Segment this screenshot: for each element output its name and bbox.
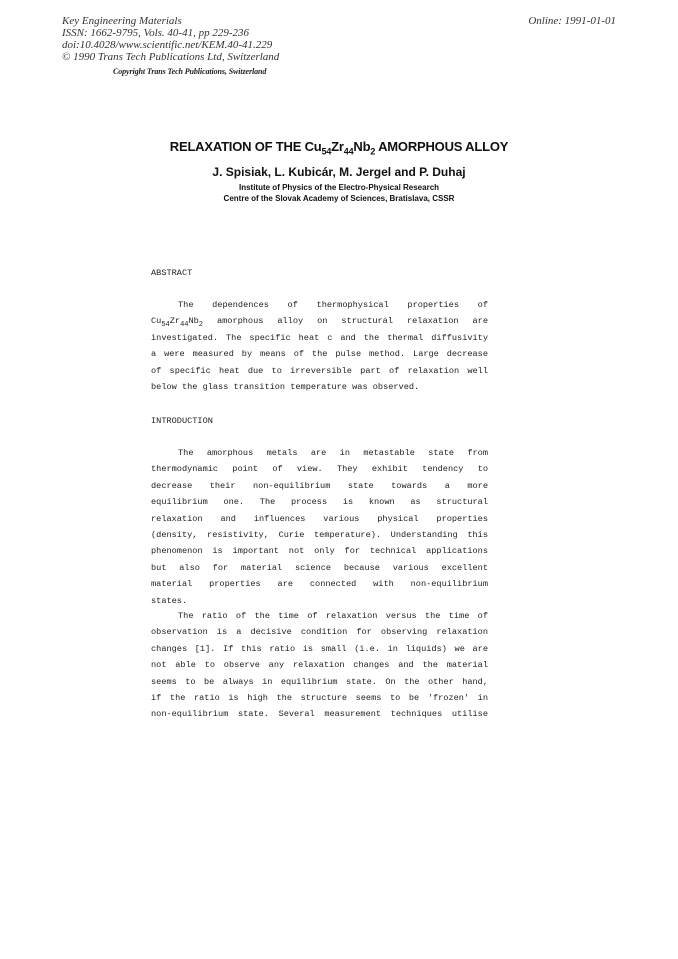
title-sub-3: 2 bbox=[370, 146, 376, 157]
body-line: thermodynamic point of view. They exhibit tendency to bbox=[151, 464, 488, 475]
title-mid-1: Zr bbox=[331, 139, 344, 154]
abstract-line: a were measured by means of the pulse method. Large decrease bbox=[151, 349, 488, 360]
abstract-line: of specific heat due to irreversible part of relaxation well bbox=[151, 365, 488, 376]
paper-title bbox=[0, 139, 678, 157]
copyright-stamp: Copyright Trans Tech Publications, Switzerland bbox=[113, 67, 267, 76]
body-line: states. bbox=[151, 595, 188, 606]
abstract-line: The dependences of thermophysical properties of bbox=[178, 300, 488, 310]
title-sub-2: 44 bbox=[343, 146, 354, 157]
formula-cu: Cu bbox=[151, 316, 162, 327]
affiliation-line-2: Centre of the Slovak Academy of Sciences, Bratislava, CSSR bbox=[223, 194, 455, 203]
body-line: (density, resistivity, Curie temperature). Understanding this bbox=[151, 529, 488, 540]
formula-zr: Zr bbox=[169, 316, 181, 327]
doi-line[interactable]: doi:10.4028/www.scientific.net/KEM.40-41.229 bbox=[62, 39, 273, 51]
abstract-line-rest: amorphous alloy on structural relaxation are bbox=[203, 316, 488, 327]
body-line: if the ratio is high the structure seems to be 'frozen' in bbox=[151, 692, 488, 703]
body-line: equilibrium one. The process is known as structural bbox=[151, 497, 488, 508]
journal-header bbox=[62, 15, 279, 63]
formula-sub: 44 bbox=[180, 321, 189, 330]
title-prefix: RELAXATION OF THE Cu bbox=[169, 139, 322, 154]
body-line: material properties are connected with non-equilibrium bbox=[151, 579, 488, 590]
journal-name: Key Engineering Materials bbox=[62, 15, 182, 27]
introduction-paragraph-1 bbox=[151, 445, 488, 609]
introduction-heading: INTRODUCTION bbox=[151, 416, 213, 426]
abstract-line: investigated. The specific heat c and the thermal diffusivity bbox=[151, 332, 488, 343]
body-line: changes [1]. If this ratio is small (i.e. in liquids) we are bbox=[151, 643, 488, 654]
formula-sub: 2 bbox=[198, 321, 203, 330]
body-line: not able to observe any relaxation changes and the material bbox=[151, 660, 488, 671]
introduction-paragraph-2 bbox=[151, 608, 488, 723]
online-date: Online: 1991-01-01 bbox=[528, 15, 616, 27]
copyright-line: © 1990 Trans Tech Publications Ltd, Switzerland bbox=[62, 51, 280, 63]
affiliation-line-1: Institute of Physics of the Electro-Physical Research bbox=[238, 183, 440, 192]
body-line: The ratio of the time of relaxation versus the time of bbox=[178, 611, 488, 621]
body-line: relaxation and influences various physical properties bbox=[151, 513, 488, 524]
body-line: decrease their non-equilibrium state towards a more bbox=[151, 480, 488, 491]
abstract-line bbox=[151, 313, 488, 329]
title-suffix: AMORPHOUS ALLOY bbox=[375, 139, 509, 154]
issn-line: ISSN: 1662-9795, Vols. 40-41, pp 229-236 bbox=[62, 27, 249, 39]
body-line: The amorphous metals are in metastable state from bbox=[178, 448, 488, 458]
abstract-text bbox=[151, 297, 488, 395]
abstract-line: below the glass transition temperature was observed. bbox=[151, 381, 420, 392]
formula-nb: Nb bbox=[188, 316, 199, 327]
body-line: seems to be always in equilibrium state. On the other hand, bbox=[151, 676, 488, 687]
body-line: phenomenon is important not only for technical applications bbox=[151, 546, 488, 557]
title-sub-1: 54 bbox=[321, 146, 332, 157]
body-line: non-equilibrium state. Several measurement techniques utilise bbox=[151, 709, 488, 720]
title-mid-2: Nb bbox=[353, 139, 371, 154]
body-line: but also for material science because various excellent bbox=[151, 562, 488, 573]
body-line: observation is a decisive condition for observing relaxation bbox=[151, 627, 488, 638]
abstract-heading: ABSTRACT bbox=[151, 268, 193, 278]
formula-sub: 54 bbox=[161, 321, 170, 330]
authors: J. Spisiak, L. Kubicár, M. Jergel and P. Duhaj bbox=[212, 165, 466, 179]
